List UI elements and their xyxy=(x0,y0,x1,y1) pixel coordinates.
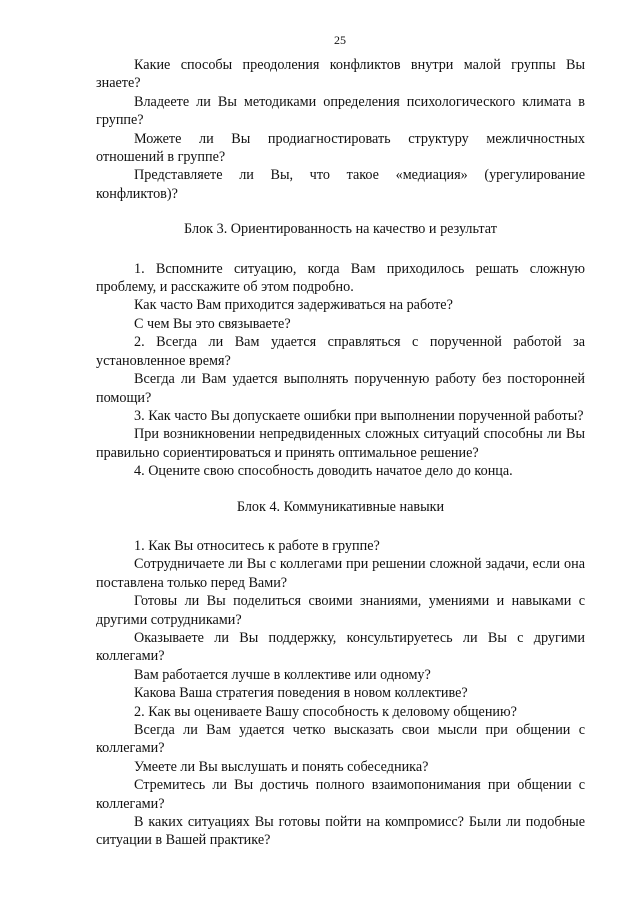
question-paragraph: Оказываете ли Вы поддержку, консультируетесь ли Вы с другими коллегами? xyxy=(96,629,585,665)
question-paragraph: Сотрудничаете ли Вы с коллегами при решении сложной задачи, если она поставлена только перед Вами? xyxy=(96,556,585,591)
question-paragraph: 1. Вспомните ситуацию, когда Вам приходилось решать сложную проблему, и расскажите об этом подробно. xyxy=(96,260,585,296)
question-paragraph: Вам работается лучше в коллективе или одному? xyxy=(134,666,431,683)
question-paragraph: С чем Вы это связываете? xyxy=(134,315,291,332)
question-paragraph: 1. Как Вы относитесь к работе в группе? xyxy=(134,537,380,554)
question-paragraph: Готовы ли Вы поделиться своими знаниями, умениями и навыками с другими сотрудниками? xyxy=(96,593,585,628)
page-number: 25 xyxy=(334,33,346,47)
question-paragraph: Какова Ваша стратегия поведения в новом коллективе? xyxy=(134,685,468,702)
question-paragraph: 2. Как вы оцениваете Вашу способность к деловому общению? xyxy=(134,703,517,720)
question-paragraph: 2. Всегда ли Вам удается справляться с порученной работой за установленное время? xyxy=(96,334,585,369)
question-paragraph: Какие способы преодоления конфликтов внутри малой группы Вы знаете? xyxy=(96,57,585,92)
question-paragraph: Всегда ли Вам удается четко высказать свои мысли при общении с коллегами? xyxy=(96,722,585,757)
question-paragraph: Умеете ли Вы выслушать и понять собеседника? xyxy=(134,758,429,775)
page-content xyxy=(96,56,585,850)
question-paragraph: 3. Как часто Вы допускаете ошибки при выполнении порученной работы? xyxy=(134,407,584,424)
question-paragraph: Представляете ли Вы, что такое «медиация» (урегулирование конфликтов)? xyxy=(96,167,585,202)
block-3-heading: Блок 3. Ориентированность на качество и результат xyxy=(184,221,497,238)
question-paragraph: Как часто Вам приходится задерживаться на работе? xyxy=(134,297,453,314)
question-paragraph: Можете ли Вы продиагностировать структуру межличностных отношений в группе? xyxy=(96,130,585,166)
question-paragraph: Владеете ли Вы методиками определения психологического климата в группе? xyxy=(96,93,585,129)
question-paragraph: В каких ситуациях Вы готовы пойти на компромисс? Были ли подобные ситуации в Вашей практике? xyxy=(96,814,585,849)
question-paragraph: 4. Оцените свою способность доводить начатое дело до конца. xyxy=(134,463,513,480)
question-paragraph: Всегда ли Вам удается выполнять порученную работу без посторонней помощи? xyxy=(96,371,585,406)
block-4-heading: Блок 4. Коммуникативные навыки xyxy=(236,498,445,515)
question-paragraph: При возникновении непредвиденных сложных ситуаций способны ли Вы правильно сориентироваться и принять оптимальное решение? xyxy=(96,426,585,461)
question-paragraph: Стремитесь ли Вы достичь полного взаимопонимания при общении с коллегами? xyxy=(96,777,585,812)
